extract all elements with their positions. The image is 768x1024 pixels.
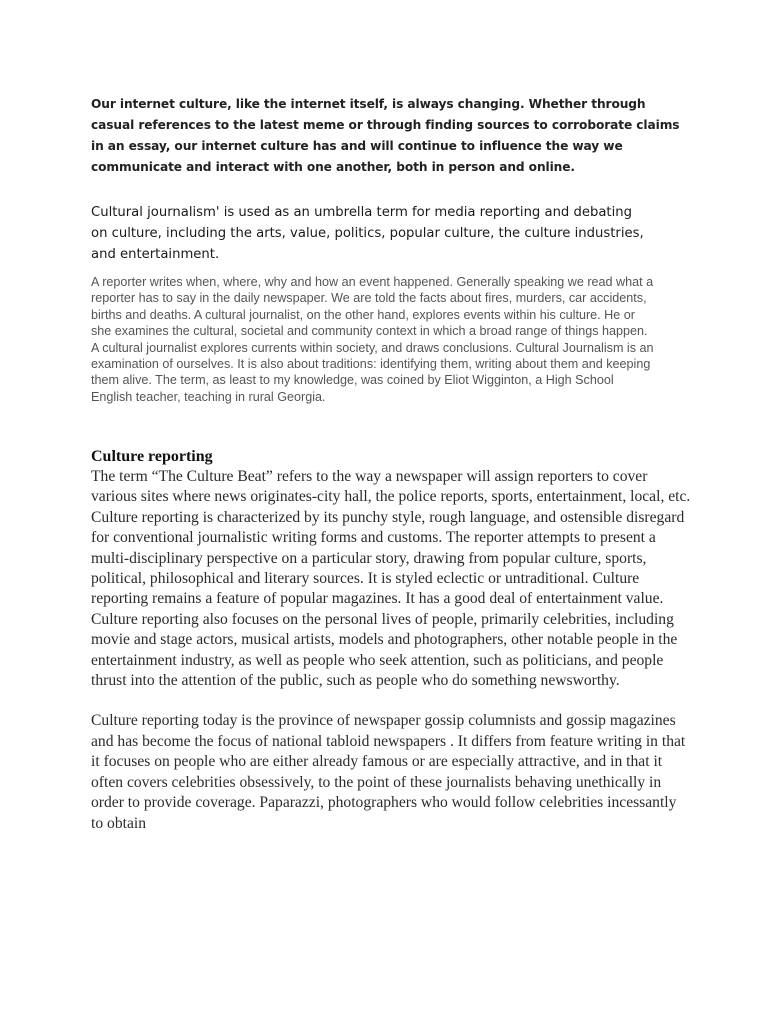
cultural-journalism-paragraph: Cultural journalism' is used as an umbrella term for media reporting and debating on culture, including the arts, value, politics, popular culture, the culture industries, and entertainment. [91, 205, 644, 262]
culture-reporting-section [91, 467, 691, 834]
paragraph-spacer [91, 691, 691, 711]
intro-paragraph: Our internet culture, like the internet itself, is always changing. Whether through casual references to the latest meme or through finding sources to corroborate claims in an essay, our internet culture has and will continue to influence the way we communicate and interact with one another, both in person and online. [91, 97, 680, 174]
culture-beat-paragraph: The term “The Culture Beat” refers to the way a newspaper will assign reporters to cover various sites where news originates-city hall, the police reports, sports, entertainment, local, etc. [91, 468, 691, 506]
reporter-paragraph: A reporter writes when, where, why and how an event happened. Generally speaking we read what a reporter has to say in the daily newspaper. We are told the facts about fires, murders, car accidents, births and deaths. A cultural journalist, on the other hand, explores events within his culture. He or she examines the cultural, societal and community context in which a broad range of things happen. A cultural journalist explores currents within society, and draws conclusions. Cultural Journalism is an examination of ourselves. It is also about traditions: identifying them, writing about them and keeping them alive. The term, as least to my knowledge, was coined by Eliot Wigginton, a High School English teacher, teaching in rural Georgia. [91, 275, 654, 404]
personal-lives-paragraph: Culture reporting also focuses on the personal lives of people, primarily celebrities, including movie and stage actors, musical artists, models and photographers, other notable people in the entertainment industry, as well as people who seek attention, such as politicians, and people thrust into the attention of the public, such as people who do something newsworthy. [91, 610, 678, 690]
style-paragraph: Culture reporting is characterized by its punchy style, rough language, and ostensible disregard for conventional journalistic writing forms and customs. The reporter attempts to present a multi-disciplinary perspective on a particular story, drawing from popular culture, sports, political, philosophical and literary sources. It is styled eclectic or untraditional. Culture reporting remains a feature of popular magazines. It has a good deal of entertainment value. [91, 508, 685, 608]
culture-reporting-heading: Culture reporting [91, 448, 213, 465]
document-content [91, 94, 691, 832]
gossip-paragraph: Culture reporting today is the province of newspaper gossip columnists and gossip magazines and has become the focus of national tabloid newspapers . It differs from feature writing in that it focuses on people who are either already famous or are especially attractive, and in that it often covers celebrities obsessively, to the point of these journalists behaving unethically in order to provide coverage. Paparazzi, photographers who would follow celebrities incessantly to obtain [91, 712, 686, 832]
